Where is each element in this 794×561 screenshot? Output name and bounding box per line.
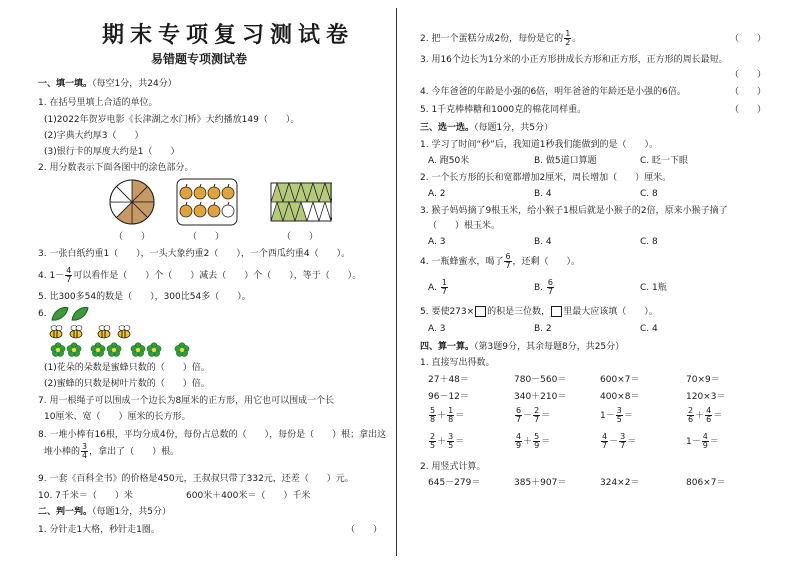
choice-5-stem: 5. 要使273× 的积是三位数， 里最大应该填（ ）。 bbox=[420, 307, 658, 317]
q2-blank-2[interactable]: （ ） bbox=[188, 232, 225, 242]
q7-line1: 7. 用一根绳子可以围成一个边长为8厘米的正方形，用它也可以围成一个长 bbox=[38, 396, 335, 406]
choice-4-option-c[interactable]: C. 1瓶 bbox=[640, 283, 667, 293]
choice-1-stem: 1. 学习了时间“秒”后，我知道1秒我们能做到的是（ ）。 bbox=[420, 140, 659, 150]
mental-math-item: 780－560＝ bbox=[514, 375, 567, 385]
fraction: $\frac{1}{2}$ bbox=[565, 29, 571, 47]
fraction: $\frac{4}{9}$ bbox=[516, 432, 522, 450]
blank-box bbox=[551, 306, 562, 317]
fraction: $\frac{6}{7}$ bbox=[547, 278, 554, 296]
vertical-calc-4: 806×7＝ bbox=[686, 478, 726, 488]
choice-3-option-c[interactable]: C. 8 bbox=[640, 237, 658, 247]
choice-1-option-c[interactable]: C. 眨一下眼 bbox=[640, 156, 689, 166]
judge-5: 5. 1千克棒棒糖和1000克的棉花同样重。 bbox=[420, 105, 587, 115]
choice-3-line2: （ ）根玉米。 bbox=[428, 221, 501, 231]
choice-4-stem: 4. 一瓶蜂蜜水，喝了 $\frac{6}{7}$ ，还剩（ ）。 bbox=[420, 252, 581, 270]
section-1-heading: 一、填一填。（每空1分，共24分） bbox=[38, 79, 177, 89]
column-divider bbox=[396, 8, 397, 556]
section-3-heading: 三、选一选。（每题1分，共5分） bbox=[420, 123, 553, 133]
section-4-heading: 四、算一算。（第3题9分，其余每题8分，共25分） bbox=[420, 342, 625, 352]
page-title: 期末专项复习测试卷 bbox=[102, 22, 355, 48]
q2-blank-3[interactable]: （ ） bbox=[282, 232, 319, 242]
mental-math-item: $\frac{2}{5}$ ＋ $\frac{3}{5}$ ＝ bbox=[430, 432, 465, 450]
fraction: $\frac{2}{6}$ bbox=[688, 406, 694, 424]
q2-stem: 2. 用分数表示下面各图中的涂色部分。 bbox=[38, 163, 194, 173]
q6-b: (2)蜜蜂的只数是树叶片数的（ ）倍。 bbox=[44, 379, 210, 389]
judge-1: 1. 分针走1大格，秒针走1圈。 bbox=[38, 525, 160, 535]
judge-3: 3. 用16个边长为1分米的小正方形拼成长方形和正方形，正方形的周长最短。 bbox=[420, 55, 728, 65]
q1-a: (1)2022年贺岁电影《长津湖之水门桥》大约播放149（ ）。 bbox=[44, 115, 300, 125]
fraction: $\frac{2}{5}$ bbox=[430, 432, 436, 450]
mental-math-item: 96－12＝ bbox=[428, 392, 469, 402]
choice-4-option-a[interactable]: A. $\frac{1}{7}$ bbox=[428, 278, 447, 296]
mental-math-item: 27＋48＝ bbox=[428, 375, 469, 385]
choice-5-option-c[interactable]: C. 4 bbox=[640, 324, 658, 334]
judge-4-blank[interactable]: （ ） bbox=[730, 87, 767, 97]
q8-line1: 8. 一堆小棒有16根，平均分成4份，每份占总数的（ ），每份是（ ）根；拿出这 bbox=[38, 430, 387, 440]
fraction: $\frac{2}{7}$ bbox=[534, 406, 540, 424]
leaves-figure bbox=[50, 305, 90, 323]
q10-a: 10. 7千米＝（ ）米 bbox=[38, 491, 133, 501]
choice-1-option-a[interactable]: A. 跑50米 bbox=[428, 156, 470, 166]
bee-icon bbox=[98, 326, 110, 339]
fraction: $\frac{4}{9}$ bbox=[702, 432, 708, 450]
q6-a: (1)花朵的朵数是蜜蜂只数的（ ）倍。 bbox=[44, 363, 210, 373]
choice-4-option-b[interactable]: B. $\frac{6}{7}$ bbox=[534, 278, 554, 296]
bee-icon bbox=[70, 326, 82, 339]
mental-math-item: 1－ $\frac{3}{5}$ ＝ bbox=[600, 406, 633, 424]
mental-math-item: $\frac{4}{7}$ － $\frac{3}{7}$ ＝ bbox=[602, 432, 637, 450]
choice-2-option-a[interactable]: A. 2 bbox=[428, 189, 446, 199]
fraction: $\frac{3}{4}$ bbox=[82, 442, 88, 460]
fraction: $\frac{4}{6}$ bbox=[706, 406, 712, 424]
vertical-calc-2: 385＋907＝ bbox=[514, 478, 567, 488]
flower-icon bbox=[67, 343, 81, 357]
choice-3-option-b[interactable]: B. 4 bbox=[534, 237, 552, 247]
fraction: $\frac{3}{5}$ bbox=[448, 432, 454, 450]
fraction: $\frac{3}{7}$ bbox=[620, 432, 626, 450]
mental-math-item: 600×7＝ bbox=[600, 375, 640, 385]
choice-5-option-a[interactable]: A. 3 bbox=[428, 324, 446, 334]
flower-icon bbox=[51, 343, 65, 357]
blank-box bbox=[475, 306, 486, 317]
q6-stem: 6. bbox=[38, 309, 47, 319]
choice-3-option-a[interactable]: A. 3 bbox=[428, 237, 446, 247]
choice-2-option-c[interactable]: C. 8 bbox=[640, 189, 658, 199]
apple-box-figure bbox=[176, 178, 238, 226]
flowers-figure bbox=[50, 341, 250, 359]
choice-2-option-b[interactable]: B. 4 bbox=[534, 189, 552, 199]
mental-math-item: $\frac{4}{9}$ ＋ $\frac{5}{9}$ ＝ bbox=[516, 432, 551, 450]
mental-math-item: $\frac{6}{7}$ － $\frac{2}{7}$ ＝ bbox=[516, 406, 551, 424]
flower-icon bbox=[107, 343, 121, 357]
flower-icon bbox=[91, 343, 105, 357]
judge-2: 2. 把一个蛋糕分成2份，每份是它的 $\frac{1}{2}$ 。 bbox=[420, 29, 582, 47]
section-2-heading: 二、判一判。（每题1分，共5分） bbox=[38, 507, 171, 517]
q2-blank-1[interactable]: （ ） bbox=[114, 232, 151, 242]
choice-3-line1: 3. 猴子妈妈摘了9根玉米，给小猴子1根后就是小猴子的2倍，原来小猴子摘了 bbox=[420, 206, 728, 216]
q10-b: 600米＋400米＝（ ）千米 bbox=[186, 491, 311, 501]
fraction: $\frac{5}{8}$ bbox=[430, 406, 436, 424]
fraction: $\frac{1}{8}$ bbox=[448, 406, 454, 424]
q5: 5. 比300多54的数是（ ），300比54多（ ）。 bbox=[38, 292, 251, 302]
q1-b: (2)字典大约厚3（ ） bbox=[44, 131, 144, 141]
q9: 9. 一套《百科全书》的价格是450元，王叔叔只带了332元，还差（ ）元。 bbox=[38, 474, 354, 484]
page-subtitle: 易错题专项测试卷 bbox=[151, 52, 248, 66]
mental-math-item: 70×9＝ bbox=[686, 375, 720, 385]
choice-5-option-b[interactable]: B. 2 bbox=[534, 324, 552, 334]
choice-2-stem: 2. 一个长方形的长和宽都增加2厘米，周长增加（ ）厘米。 bbox=[420, 173, 672, 183]
fraction: $\frac{4}{7}$ bbox=[602, 432, 608, 450]
mental-math-item: 1－ $\frac{4}{9}$ ＝ bbox=[686, 432, 719, 450]
judge-3-blank[interactable]: （ ） bbox=[730, 70, 767, 80]
judge-5-blank[interactable]: （ ） bbox=[730, 105, 767, 115]
bee-icon bbox=[50, 326, 62, 339]
mental-math-item: 400×8＝ bbox=[600, 392, 640, 402]
mental-math-item: $\frac{2}{6}$ ＋ $\frac{4}{6}$ ＝ bbox=[688, 406, 723, 424]
mental-math-item: 120×3＝ bbox=[686, 392, 726, 402]
mental-math-item: $\frac{5}{8}$ ＋ $\frac{1}{8}$ ＝ bbox=[430, 406, 465, 424]
fraction: $\frac{3}{5}$ bbox=[616, 406, 622, 424]
q1-c: (3)银行卡的厚度大约是1（ ） bbox=[44, 147, 180, 157]
calc-2-stem: 2. 用竖式计算。 bbox=[420, 462, 486, 472]
flower-icon bbox=[131, 343, 145, 357]
q1-stem: 1. 在括号里填上合适的单位。 bbox=[38, 98, 158, 108]
q4: 4. 1－ $\frac{4}{7}$ 可以看作是（ ）个（ ）减去（ ）个（ ），等于（ ）。 bbox=[38, 266, 362, 284]
flower-icon bbox=[175, 343, 189, 357]
q8-line2: 堆小棒的 $\frac{3}{4}$ ，拿出了（ ）根。 bbox=[44, 442, 180, 460]
fraction: $\frac{1}{7}$ bbox=[441, 278, 447, 296]
fraction: $\frac{6}{7}$ bbox=[505, 252, 511, 270]
pie-figure bbox=[108, 178, 156, 226]
calc-1-stem: 1. 直接写出得数。 bbox=[420, 358, 495, 368]
vertical-calc-3: 324×2＝ bbox=[600, 478, 640, 488]
vertical-calc-1: 645－279＝ bbox=[428, 478, 481, 488]
flower-icon bbox=[147, 343, 161, 357]
fraction: $\frac{5}{9}$ bbox=[534, 432, 540, 450]
judge-2-blank[interactable]: （ ） bbox=[730, 34, 767, 44]
judge-4: 4. 今年爸爸的年龄是小强的6倍，明年爸爸的年龄还是小强的6倍。 bbox=[420, 87, 686, 97]
mental-math-item: 340＋210＝ bbox=[514, 392, 567, 402]
bees-figure bbox=[48, 324, 158, 340]
bee-icon bbox=[118, 326, 130, 339]
judge-1-blank[interactable]: （ ） bbox=[346, 525, 383, 535]
triangle-strip-figure bbox=[270, 182, 332, 222]
fraction: $\frac{4}{7}$ bbox=[66, 266, 72, 284]
q3: 3. 一张白纸约重1（ ），一头大象约重2（ ），一个西瓜约重4（ ）。 bbox=[38, 249, 351, 259]
q7-line2: 10厘米、宽（ ）厘米的长方形。 bbox=[44, 412, 191, 422]
fraction: $\frac{6}{7}$ bbox=[516, 406, 522, 424]
choice-1-option-b[interactable]: B. 做5道口算题 bbox=[534, 156, 597, 166]
